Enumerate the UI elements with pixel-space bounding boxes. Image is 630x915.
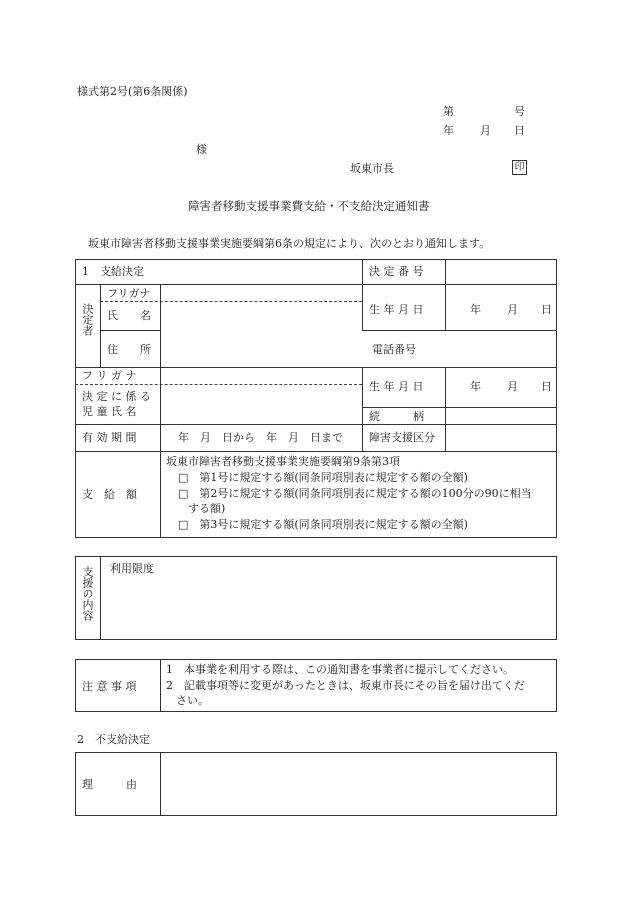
address-label: 住 所 — [107, 343, 151, 356]
payment-option: □ 第1号に規定する額(同条同項別表に規定する額の全額) — [178, 471, 468, 484]
form-label: 様式第2号(第6条関係) — [77, 85, 188, 98]
note-item-continued: さい。 — [176, 694, 209, 707]
header-year: 年 — [443, 124, 454, 137]
notes-label: 注 意 事 項 — [82, 680, 137, 693]
header-month: 月 — [480, 124, 491, 137]
number-suffix: 号 — [514, 105, 525, 118]
child-name-label-line1: 決 定 に 係 る — [82, 390, 151, 403]
payment-option: □ 第3号に規定する額(同条同項別表に規定する額の全額) — [178, 518, 468, 531]
child-birthdate-day: 日 — [541, 380, 552, 393]
child-furigana-label: フ リ ガ ナ — [82, 369, 137, 382]
reason-label: 理 由 — [82, 778, 137, 791]
child-birthdate-label: 生 年 月 日 — [369, 380, 424, 393]
birthdate-label: 生 年 月 日 — [369, 303, 424, 316]
seal-stamp: 印 — [512, 160, 527, 175]
support-category-label: 障害支援区分 — [369, 431, 435, 444]
issuer: 坂東市長 — [350, 162, 394, 175]
support-contents-label: 支援の内容 — [81, 566, 94, 621]
payment-reference: 坂東市障害者移動支援事業実施要綱第9条第3項 — [166, 455, 400, 468]
child-name-label-line2: 児 童 氏 名 — [82, 405, 137, 418]
decided-person-label: 決定者 — [81, 303, 94, 336]
relation-label: 続 柄 — [369, 410, 424, 423]
payment-option-continued: する額) — [188, 502, 226, 515]
note-item: 2 記載事項等に変更があったときは、坂東市長にその旨を届け出てくだ — [166, 679, 525, 692]
document-title: 障害者移動支援事業費支給・不支給決定通知書 — [188, 199, 430, 213]
header-day: 日 — [514, 124, 525, 137]
birthdate-day: 日 — [541, 303, 552, 316]
child-birthdate-year: 年 — [470, 380, 481, 393]
section2-heading: 2 不支給決定 — [77, 733, 150, 746]
usage-limit-label: 利用限度 — [110, 562, 154, 575]
payment-label: 支 給 額 — [82, 488, 137, 501]
birthdate-year: 年 — [470, 303, 481, 316]
validity-text: 年 月 日から 年 月 日まで — [178, 431, 343, 444]
addressee: 様 — [196, 143, 207, 156]
child-birthdate-month: 月 — [507, 380, 518, 393]
name-label: 氏 名 — [107, 309, 151, 322]
furigana-label: フリガナ — [107, 287, 151, 300]
validity-label: 有 効 期 間 — [82, 431, 137, 444]
payment-option: □ 第2号に規定する額(同条同項別表に規定する額の100分の90に相当 — [178, 487, 532, 500]
section1-heading: 1 支給決定 — [82, 265, 144, 278]
intro-text: 坂東市障害者移動支援事業実施要綱第6条の規定により、次のとおり通知します。 — [88, 237, 491, 250]
decision-number-label: 決 定 番 号 — [369, 265, 424, 278]
number-prefix: 第 — [443, 105, 454, 118]
note-item: 1 本事業を利用する際は、この通知書を事業者に提示してください。 — [166, 663, 514, 676]
birthdate-month: 月 — [507, 303, 518, 316]
phone-label: 電話番号 — [372, 343, 416, 356]
